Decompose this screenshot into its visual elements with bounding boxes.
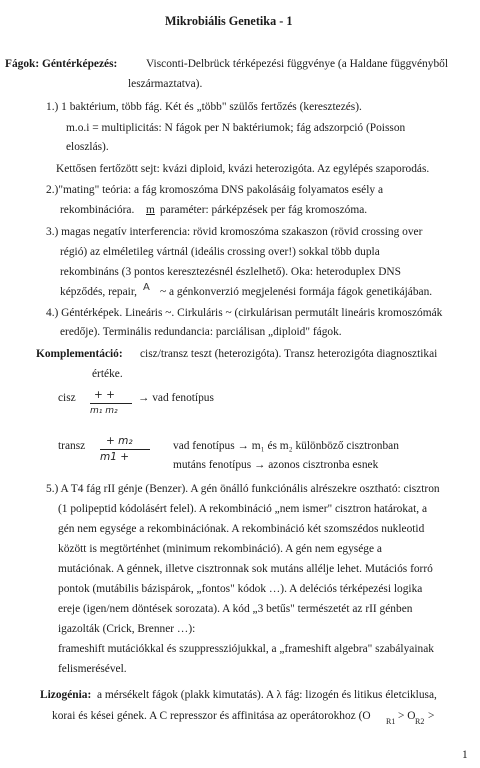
text-line: 4.) Géntérképek. Lineáris ~. Cirkuláris ~ (cirkulárisan permutált lineáris kromoszómák — [46, 307, 443, 319]
text-line: 3.) magas negatív interferencia: rövid kromoszóma szakaszon (rövid crossing over — [46, 226, 423, 238]
text-line: > O — [398, 710, 416, 722]
text-line: m.o.i = multiplicitás: N fágok per N baktériumok; fág adszorpció (Poisson — [66, 122, 406, 134]
text-line: leszármaztatva). — [128, 78, 203, 90]
cisz-label: cisz — [58, 392, 76, 404]
text-line: gén nem egysége a rekombinációnak. A rekombináció két szomszédos nukleotid — [58, 523, 425, 535]
transz-bottom-alleles: m1 + — [100, 451, 130, 463]
cisz-chromosome-line — [90, 403, 132, 404]
text-line: eloszlás). — [66, 141, 109, 153]
text-line: a mérsékelt fágok (plakk kimutatás). A λ fág: lizogén és litikus életciklusa, — [97, 689, 437, 701]
text-line: paraméter: párképzések per fág kromoszóma. — [160, 204, 368, 216]
text-line: Visconti-Delbrück térképezési függvénye (a Haldane függvényből — [146, 58, 449, 70]
transz-chromosome-line — [100, 449, 150, 450]
text-line: között is megtörténhet (minimum rekombináció). A gén nem egysége a — [58, 543, 382, 555]
document-title: Mikrobiális Genetika - 1 — [165, 14, 293, 28]
text-line: rekombináns (3 pontos keresztezésnél észlelhető). Oka: heteroduplex DNS — [60, 266, 401, 278]
text-line: felismerésével. — [58, 663, 127, 675]
text-line: korai és kései gének. A C represszor és affinitása az operátorokhoz (O — [52, 710, 371, 722]
text-line: rekombinációra. — [60, 204, 135, 216]
cisz-result: → vad fenotípus — [138, 392, 214, 404]
text-line: 1.) 1 baktérium, több fág. Két és „több" szülős fertőzés (keresztezés). — [46, 101, 362, 113]
text-line: ~ a génkonverzió megjelenési formája fágok genetikájában. — [160, 286, 433, 298]
text-line: 5.) A T4 fág rII génje (Benzer). A gén önálló funkciónális alrészekre osztható: cisztron — [46, 483, 440, 495]
text-line: cisz/transz teszt (heterozigóta). Transz heterozigóta diagnosztikai — [140, 348, 438, 360]
text-line: (1 polipeptid kódolásért felel). A rekombináció „nem ismer" cisztron határokat, a — [58, 503, 428, 515]
cisz-bottom-alleles: m₁ m₂ — [90, 406, 118, 416]
parameter-m: m — [146, 204, 155, 216]
transz-label: transz — [58, 440, 86, 452]
text-line: pontok (mutábilis bázispárok, „fontos" kódok …). A deléciós térképezési logika — [58, 583, 423, 595]
transz-result-1: vad fenotípus → m₁ és m₂ különböző cisztronban — [173, 440, 399, 452]
text-line: igazolták (Crick, Brenner …): — [58, 623, 196, 635]
text-line: eredője). Terminális redundancia: parciálisan „diploid" fágok. — [60, 326, 342, 338]
handwritten-repair-mark: A — [143, 282, 150, 293]
text-line: mutációnak. A génnek, illetve cisztronnak sok mutáns allélje lehet. Mutációs forró — [58, 563, 433, 575]
text-line: értéke. — [92, 368, 123, 380]
heading-komplementacio: Komplementáció: — [36, 348, 123, 360]
text-line: frameshift mutációkkal és szuppressziójukkal, a „frameshift algebra" szabályainak — [58, 643, 434, 655]
cisz-top-alleles: + + — [94, 389, 115, 401]
text-line: 2.)"mating" teória: a fág kromoszóma DNS pakolásáig folyamatos esély a — [46, 184, 384, 196]
heading-fagok: Fágok: Géntérképezés: — [5, 58, 118, 70]
text-line: régió) az elméletileg vártnál (ideális crossing over!) sokkal több dupla — [60, 246, 380, 258]
transz-result-2: mutáns fenotípus → azonos cisztronba esnek — [173, 459, 379, 471]
text-line: ereje (igen/nem döntések sorozata). A kód „3 betűs" természetét az rII génben — [58, 603, 413, 615]
heading-lizogenia: Lizogénia: — [40, 689, 92, 701]
subscript-r1: R1 — [386, 717, 396, 726]
subscript-r2: R2 — [415, 717, 425, 726]
text-line: képződés, repair, — [60, 286, 138, 298]
text-line: > — [428, 710, 435, 722]
text-line: Kettősen fertőzött sejt: kvázi diploid, kvázi heterozigóta. Az egylépés szaporodás. — [56, 163, 430, 175]
transz-top-alleles: + m₂ — [106, 435, 133, 447]
page-number: 1 — [462, 749, 468, 761]
